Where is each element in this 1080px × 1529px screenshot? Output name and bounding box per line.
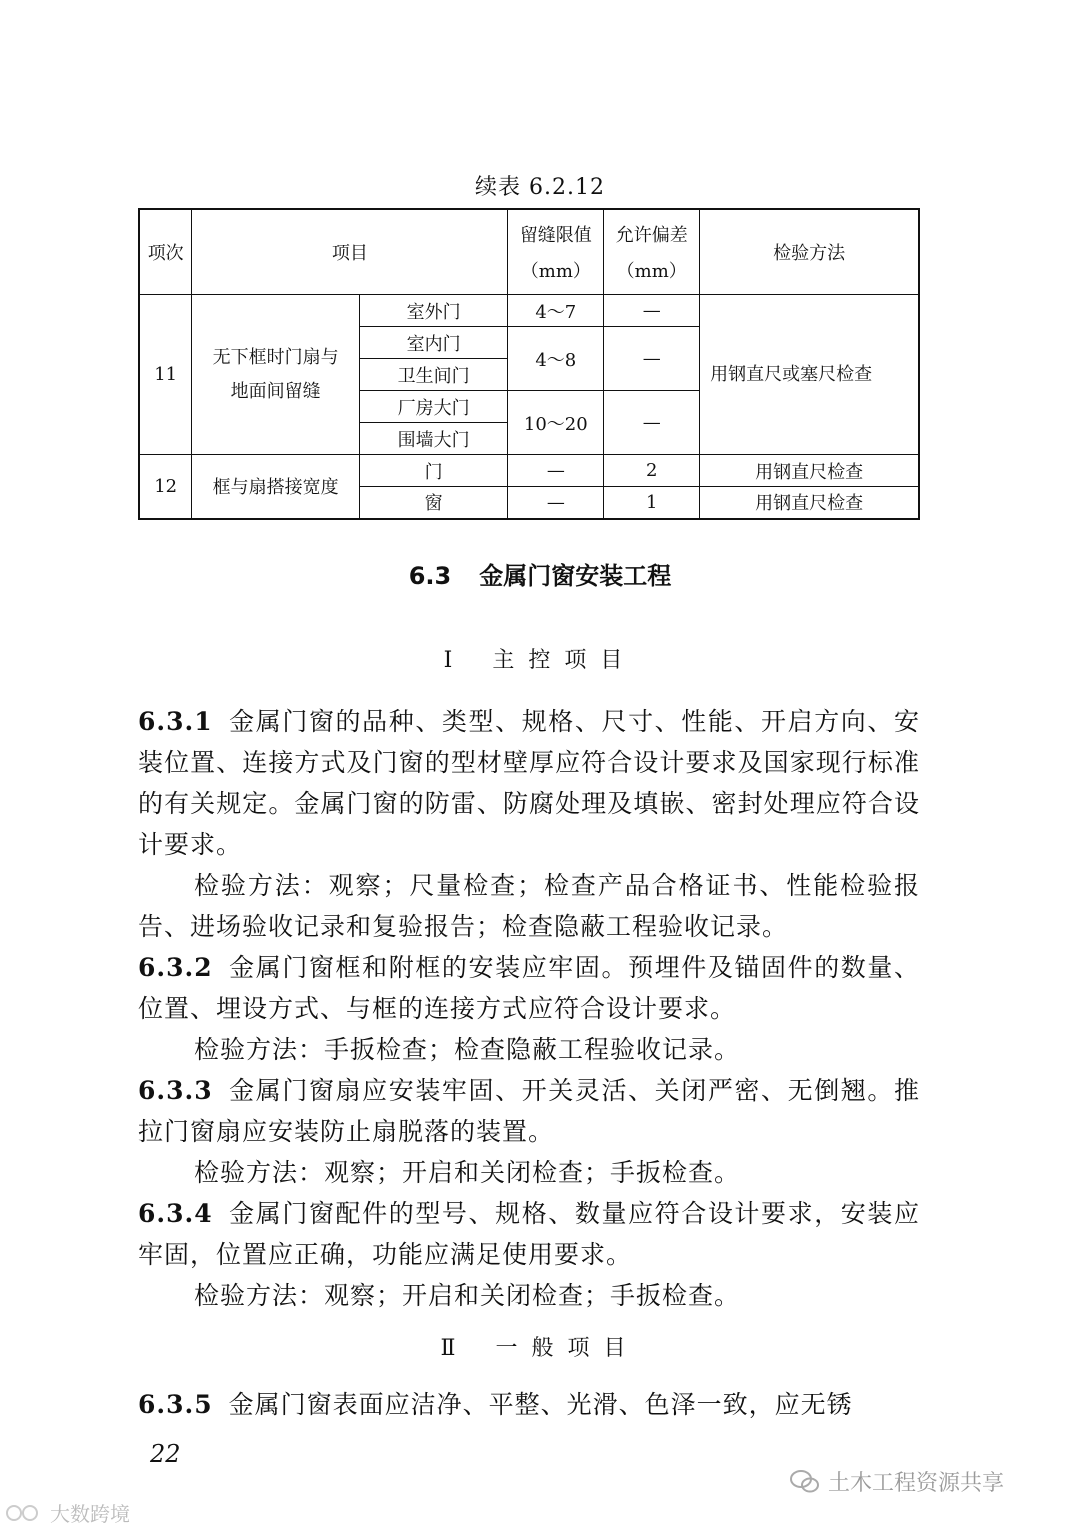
row12-no: 12 (139, 455, 192, 519)
section-number: 6.3 (408, 562, 452, 590)
row12-tol-1: 1 (604, 487, 700, 519)
section-title (0, 556, 1080, 591)
row12-method-1: 用钢直尺检查 (700, 487, 919, 519)
clause-6-3-2 (138, 947, 920, 1029)
watermark-left (4, 1498, 130, 1527)
spec-table (138, 208, 920, 520)
row11-limit-1: 4～8 (508, 327, 604, 391)
subhead-title-2: 一般项目 (495, 1336, 640, 1361)
clause-6-3-1 (138, 701, 920, 865)
header-limit (508, 209, 604, 295)
header-tolerance-unit: （mm） (616, 261, 687, 282)
row11-limit-0: 4～7 (508, 295, 604, 327)
clause-6-3-3-method: 检验方法：观察；开启和关闭检查；手扳检查。 (194, 1158, 741, 1187)
clause-6-3-4-method: 检验方法：观察；开启和关闭检查；手扳检查。 (194, 1281, 741, 1310)
clause-id: 6.3.3 (138, 1076, 213, 1105)
subhead-general-items (0, 1331, 1080, 1362)
subhead-title-1: 主控项目 (492, 648, 637, 673)
clause-id: 6.3.2 (138, 953, 213, 982)
row12-tol-0: 2 (604, 455, 700, 487)
clause-text: 金属门窗扇应安装牢固、开关灵活、关闭严密、无倒翘。推拉门窗扇应安装防止扇脱落的装置。 (138, 1076, 920, 1146)
clause-id: 6.3.1 (138, 707, 213, 736)
row11-tol-2: — (604, 391, 700, 455)
watermark-left-text: 大数跨境 (50, 1502, 130, 1526)
row11-sub-4: 围墙大门 (359, 423, 507, 455)
clause-6-3-2-method: 检验方法：手扳检查；检查隐蔽工程验收记录。 (194, 1035, 741, 1064)
row11-tol-0: — (604, 295, 700, 327)
clause-id: 6.3.4 (138, 1199, 213, 1228)
row12-item: 框与扇搭接宽度 (192, 455, 360, 519)
row12-limit-1: — (508, 487, 604, 519)
row12-limit-0: — (508, 455, 604, 487)
header-limit-label: 留缝限值 (519, 225, 592, 246)
clause-text: 金属门窗配件的型号、规格、数量应符合设计要求，安装应牢固，位置应正确，功能应满足使用要求。 (138, 1199, 920, 1269)
logo-icon (4, 1502, 44, 1524)
page-number: 22 (150, 1440, 181, 1468)
header-limit-unit: （mm） (520, 261, 591, 282)
header-no: 项次 (139, 209, 192, 295)
subhead-main-items (0, 643, 1080, 674)
header-tolerance (604, 209, 700, 295)
header-method: 检验方法 (700, 209, 919, 295)
clause-id: 6.3.5 (138, 1390, 213, 1419)
clause-text: 金属门窗框和附框的安装应牢固。预埋件及锚固件的数量、位置、埋设方式、与框的连接方式应符合设计要求。 (138, 953, 920, 1023)
row11-item: 无下框时门扇与地面间留缝 (192, 295, 360, 455)
clause-6-3-3 (138, 1070, 920, 1152)
clause-6-3-1-method: 检验方法：观察；尺量检查；检查产品合格证书、性能检验报告、进场验收记录和复验报告；检查隐蔽工程验收记录。 (138, 871, 920, 941)
subhead-roman-2: Ⅱ (440, 1336, 456, 1361)
row11-sub-0: 室外门 (359, 295, 507, 327)
row11-sub-2: 卫生间门 (359, 359, 507, 391)
watermark-right (790, 1466, 1004, 1497)
row11-limit-2: 10～20 (508, 391, 604, 455)
row12-method-0: 用钢直尺检查 (700, 455, 919, 487)
row12-sub-1: 窗 (359, 487, 507, 519)
section-name: 金属门窗安装工程 (479, 562, 672, 590)
row12-sub-0: 门 (359, 455, 507, 487)
clause-6-3-4 (138, 1193, 920, 1275)
subhead-roman-1: Ⅰ (443, 648, 453, 673)
row11-sub-3: 厂房大门 (359, 391, 507, 423)
row11-sub-1: 室内门 (359, 327, 507, 359)
clause-text: 金属门窗的品种、类型、规格、尺寸、性能、开启方向、安装位置、连接方式及门窗的型材壁厚应符合设计要求及国家现行标准的有关规定。金属门窗的防雷、防腐处理及填嵌、密封处理应符合设计要求。 (138, 707, 920, 859)
clause-6-3-5 (138, 1384, 920, 1425)
wechat-icon (790, 1469, 820, 1495)
table-caption: 续表 6.2.12 (475, 175, 605, 200)
header-item: 项目 (192, 209, 508, 295)
row11-method: 用钢直尺或塞尺检查 (700, 295, 919, 455)
row11-no: 11 (139, 295, 192, 455)
watermark-right-text: 土木工程资源共享 (828, 1471, 1005, 1496)
header-tolerance-label: 允许偏差 (615, 225, 688, 246)
clause-text: 金属门窗表面应洁净、平整、光滑、色泽一致，应无锈 (228, 1390, 853, 1419)
row11-tol-1: — (604, 327, 700, 391)
